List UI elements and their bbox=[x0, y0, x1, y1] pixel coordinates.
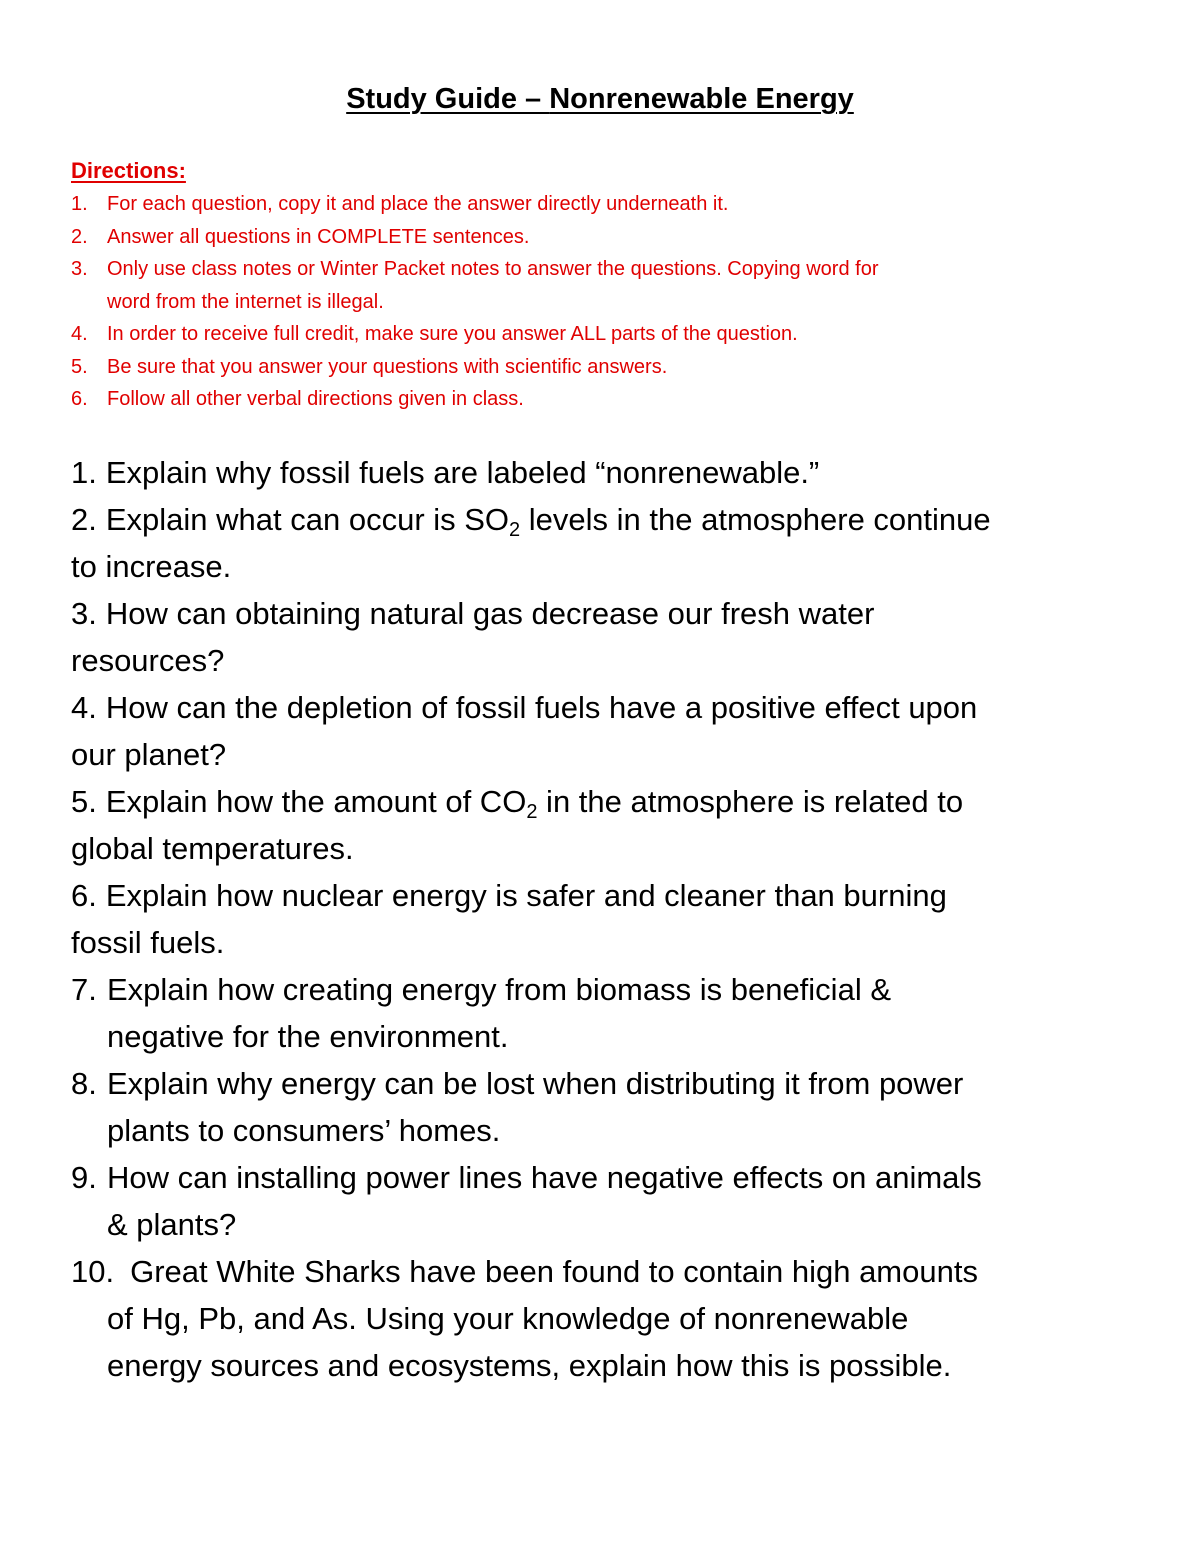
direction-number: 1. bbox=[71, 193, 88, 215]
question-text: How can obtaining natural gas decrease our fresh water bbox=[105, 596, 875, 631]
question-number: 2. bbox=[71, 502, 97, 537]
question-line-1: Explain why energy can be lost when distributing it from power bbox=[107, 1066, 964, 1101]
question-line-2: fossil fuels. bbox=[71, 925, 225, 960]
direction-text: Follow all other verbal directions given in class. bbox=[107, 388, 524, 410]
directions-heading: Directions: bbox=[71, 158, 186, 183]
question-line-1 bbox=[71, 778, 1151, 825]
question-item bbox=[71, 496, 1151, 590]
title-part-topic: Nonrenewable Energy bbox=[549, 83, 854, 115]
question-line-2: & plants? bbox=[107, 1207, 237, 1242]
question-line-2: negative for the environment. bbox=[107, 1019, 509, 1054]
direction-text: Answer all questions in COMPLETE sentences. bbox=[107, 225, 530, 248]
question-number: 10. bbox=[71, 1254, 115, 1289]
question-line-1: Explain how creating energy from biomass is beneficial & bbox=[107, 972, 891, 1007]
question-line-1 bbox=[71, 684, 1151, 731]
questions-section bbox=[71, 449, 1151, 1389]
question-line-1 bbox=[71, 590, 1151, 637]
subscript: 2 bbox=[526, 801, 538, 823]
direction-number: 2. bbox=[71, 225, 88, 248]
subscript: 2 bbox=[509, 519, 521, 541]
question-line-2: resources? bbox=[71, 643, 225, 678]
question-text: How can the depletion of fossil fuels have a positive effect upon bbox=[105, 690, 978, 725]
direction-item bbox=[71, 221, 1141, 254]
question-text-pre: Explain what can occur is SO bbox=[105, 502, 510, 537]
question-text: Explain how nuclear energy is safer and cleaner than burning bbox=[105, 878, 947, 913]
question-text-post: levels in the atmosphere continue bbox=[520, 502, 991, 537]
direction-text: Be sure that you answer your questions with scientific answers. bbox=[107, 355, 668, 378]
question-number: 1. bbox=[71, 455, 97, 490]
direction-item bbox=[71, 351, 1141, 384]
question-item bbox=[71, 1248, 1151, 1389]
direction-number: 4. bbox=[71, 323, 88, 345]
question-line-1 bbox=[71, 872, 1151, 919]
question-item bbox=[71, 1154, 1151, 1248]
direction-number: 6. bbox=[71, 388, 88, 410]
question-text-pre: Explain how the amount of CO bbox=[105, 784, 527, 819]
question-number: 7. bbox=[71, 972, 97, 1007]
question-number: 5. bbox=[71, 784, 97, 819]
question-line-2: to increase. bbox=[71, 549, 232, 584]
direction-item bbox=[71, 253, 1141, 318]
question-line-2: plants to consumers’ homes. bbox=[107, 1113, 501, 1148]
question-item bbox=[71, 872, 1151, 966]
directions-list bbox=[71, 188, 1141, 416]
question-item bbox=[71, 1060, 1151, 1154]
questions-list bbox=[71, 449, 1151, 1389]
question-item bbox=[71, 449, 1151, 496]
question-line-3: energy sources and ecosystems, explain how this is possible. bbox=[107, 1348, 952, 1383]
question-line-2: our planet? bbox=[71, 737, 227, 772]
question-text: Explain why fossil fuels are labeled “nonrenewable.” bbox=[105, 455, 820, 490]
question-item bbox=[71, 684, 1151, 778]
question-number: 6. bbox=[71, 878, 97, 913]
direction-item bbox=[71, 318, 1141, 351]
question-item bbox=[71, 966, 1151, 1060]
question-item bbox=[71, 590, 1151, 684]
direction-item bbox=[71, 188, 1141, 221]
direction-text-line-1: Only use class notes or Winter Packet notes to answer the questions. Copying word for bbox=[107, 258, 879, 280]
question-line-1 bbox=[71, 1248, 1151, 1295]
title-part-study-guide: Study Guide – bbox=[346, 83, 550, 115]
question-line-2: global temperatures. bbox=[71, 831, 354, 866]
question-number: 4. bbox=[71, 690, 97, 725]
question-item bbox=[71, 778, 1151, 872]
question-number: 8. bbox=[71, 1066, 97, 1101]
question-text-post: in the atmosphere is related to bbox=[537, 784, 964, 819]
directions-section bbox=[71, 154, 1141, 416]
question-line-2: of Hg, Pb, and As. Using your knowledge of nonrenewable bbox=[107, 1301, 909, 1336]
direction-number: 5. bbox=[71, 355, 88, 378]
direction-text: For each question, copy it and place the answer directly underneath it. bbox=[107, 193, 729, 215]
question-number: 3. bbox=[71, 596, 97, 631]
direction-number: 3. bbox=[71, 258, 88, 280]
direction-item bbox=[71, 383, 1141, 416]
question-text: Great White Sharks have been found to contain high amounts bbox=[130, 1254, 978, 1289]
direction-text-line-2: word from the internet is illegal. bbox=[107, 290, 384, 313]
page-title bbox=[0, 80, 1200, 118]
question-line-1: How can installing power lines have negative effects on animals bbox=[107, 1160, 982, 1195]
direction-text: In order to receive full credit, make sure you answer ALL parts of the question. bbox=[107, 323, 798, 345]
question-number: 9. bbox=[71, 1160, 97, 1195]
question-line-1 bbox=[71, 496, 1151, 543]
